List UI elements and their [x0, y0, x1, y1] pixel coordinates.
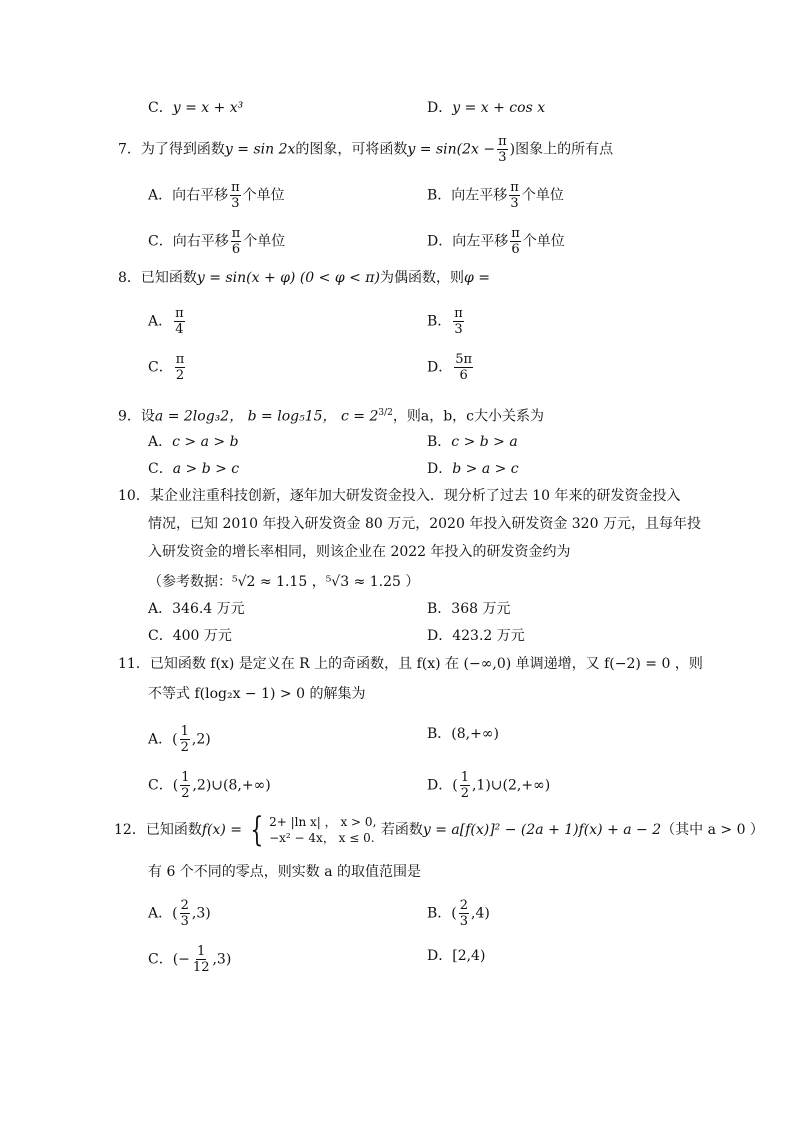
q8-stem: 8．已知函数y = sin(x + φ) (0 < φ < π)为偶函数，则φ = — [118, 270, 490, 286]
q9-option-b: B．c > b > a — [427, 434, 518, 450]
q10-option-a: A．346.4 万元 — [148, 601, 245, 617]
q11-stem-line1: 11．已知函数 f(x) 是定义在 R 上的奇函数，且 f(x) 在 (−∞,0) 单调递增，又 f(−2) = 0 ，则 — [118, 656, 703, 672]
q10-reference-data: （参考数据：⁵√2 ≈ 1.15 ，⁵√3 ≈ 1.25 ） — [148, 574, 420, 590]
piecewise-definition: { 2+ |ln x| ， x > 0, −x² − 4x， x ≤ 0. — [250, 810, 377, 850]
q9-option-a: A．c > a > b — [148, 434, 239, 450]
q12-option-a: A．( $\frac{2}{3}$ ,3) — [148, 898, 211, 929]
q10-option-b: B．368 万元 — [427, 601, 511, 617]
q11-option-d: D．( $\frac{1}{2}$ ,1)∪(2,+∞) — [427, 770, 551, 801]
q11-option-b: B．(8,+∞) — [427, 726, 499, 742]
q7-option-a: A．向右平移 $\frac{\pi}{3}$ 个单位 — [148, 180, 285, 211]
q6-option-d: D．y = x + cos x — [427, 100, 546, 116]
q12-option-b: B．( $\frac{2}{3}$ ,4) — [427, 898, 490, 929]
q9-stem: 9．设a = 2log₃2， b = log₅15， $c = 2^{3/2}$，则a，b，c大小关系为 — [118, 408, 545, 425]
q8-option-b: B． $\frac{\pi}{3}$ — [427, 306, 463, 337]
q9-option-c: C．a > b > c — [148, 461, 240, 477]
q10-option-d: D．423.2 万元 — [427, 628, 525, 644]
q11-stem-line2: 不等式 f(log₂x − 1) > 0 的解集为 — [148, 686, 366, 702]
q7-option-b: B．向左平移 $\frac{\pi}{3}$ 个单位 — [427, 180, 564, 211]
q11-option-a: A．( $\frac{1}{2}$ ,2) — [148, 724, 211, 755]
q10-stem-line3: 入研发资金的增长率相同，则该企业在 2022 年投入的研发资金约为 — [148, 544, 571, 560]
q11-option-c: C．( $\frac{1}{2}$ ,2)∪(8,+∞) — [148, 770, 271, 801]
q8-option-d: D． $\frac{5\pi}{6}$ — [427, 352, 473, 383]
q10-stem-line1: 10．某企业注重科技创新，逐年加大研发资金投入．现分析了过去 10 年来的研发资金投入 — [118, 488, 681, 504]
q10-stem-line2: 情况，已知 2010 年投入研发资金 80 万元，2020 年投入研发资金 320 万元，且每年投 — [148, 516, 701, 532]
q7-option-d: D．向左平移 $\frac{\pi}{6}$ 个单位 — [427, 226, 565, 257]
q12-stem-line1: 12．已知函数f(x) = { 2+ |ln x| ， x > 0, −x² − 4x， x ≤ 0. 若函数y = a[f(x)]² − (2a + 1)f(x) + a − 2（其中 a > 0 ） — [114, 810, 764, 850]
q10-option-c: C．400 万元 — [148, 628, 232, 644]
q6-option-c: C．y = x + x³ — [148, 100, 244, 116]
q7-option-c: C．向右平移 $\frac{\pi}{6}$ 个单位 — [148, 226, 286, 257]
q8-option-a: A． $\frac{\pi}{4}$ — [148, 306, 184, 337]
q12-option-c: C．(− $\frac{1}{12}$ ,3) — [148, 944, 232, 975]
q7-stem: 7．为了得到函数y = sin 2x的图象，可将函数y = sin(2x − $\frac{\pi}{3}$ )图象上的所有点 — [118, 134, 614, 165]
q9-option-d: D．b > a > c — [427, 461, 519, 477]
q12-option-d: D．[2,4) — [427, 948, 486, 964]
q12-stem-line2: 有 6 个不同的零点，则实数 a 的取值范围是 — [148, 864, 422, 880]
q8-option-c: C． $\frac{\pi}{2}$ — [148, 352, 185, 383]
